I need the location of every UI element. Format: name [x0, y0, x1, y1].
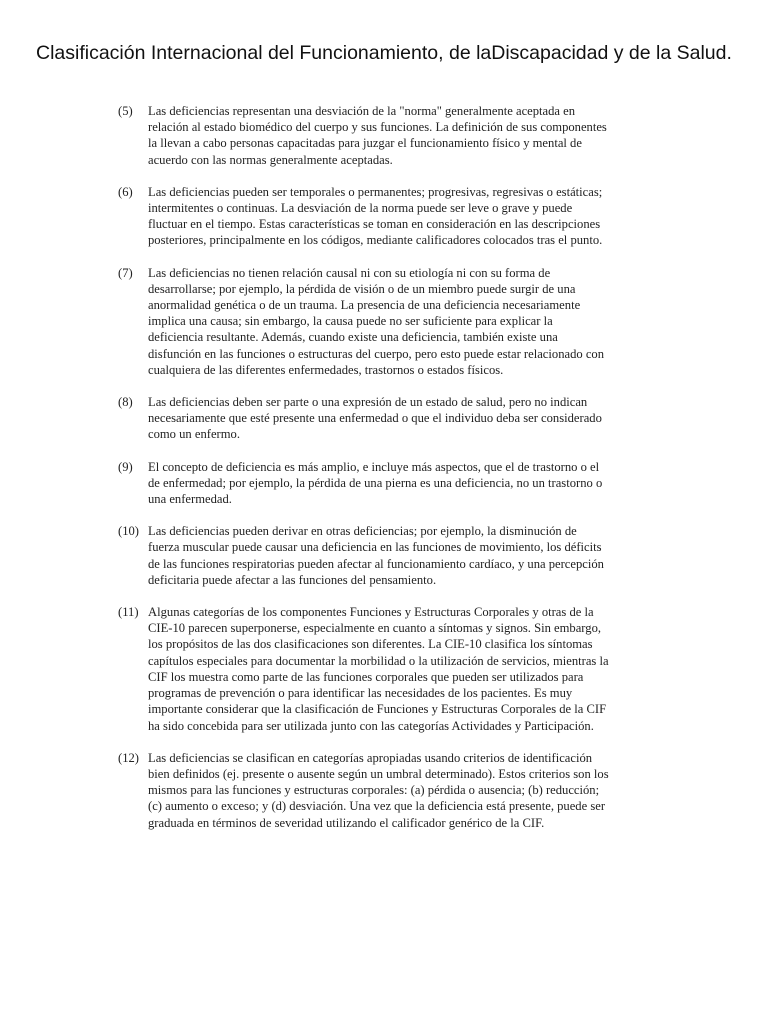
- paragraph-text: Las deficiencias no tienen relación causal ni con su etiología ni con su forma de desarrollarse; por ejemplo, la pérdida de visión o de un miembro puede surgir de una anormalidad genética o de un trauma. La presencia de una deficiencia necesariamente implica una causa; sin embargo, la causa puede no ser suficiente para explicar la deficiencia resultante. Además, cuando existe una deficiencia, también existe una disfunción en las funciones o estructuras del cuerpo, pero esto puede estar relacionado con cualquiera de las diferentes enfermedades, trastornos o estados físicos.: [148, 265, 605, 377]
- paragraph-number: (5): [118, 104, 133, 118]
- scanned-text-block: [118, 103, 610, 847]
- paragraph-text: Las deficiencias se clasifican en categorías apropiadas usando criterios de identificación bien definidos (ej. presente o ausente según un umbral determinado). Estos criterios son los mismos para las funciones y estructuras corporales: (a) pérdida o ausencia; (b) reducción; (c) aumento o exceso; y (d) desviación. Una vez que la deficiencia está presente, puede ser graduada en términos de severidad utilizando el calificador genérico de la CIF.: [148, 750, 609, 830]
- paragraph-number: (12): [118, 750, 139, 765]
- paragraph-10: [118, 523, 610, 588]
- page-title: Clasificación Internacional del Funcionamiento, de laDiscapacidad y de la Salud.: [36, 42, 732, 64]
- paragraph-7: [118, 265, 610, 378]
- paragraph-8: [118, 394, 610, 443]
- paragraph-9: [118, 459, 610, 508]
- paragraph-11: [118, 604, 610, 734]
- paragraph-number: (6): [118, 184, 133, 199]
- paragraph-number: (7): [118, 265, 133, 280]
- paragraph-number: (9): [118, 459, 133, 474]
- paragraph-number: (10): [118, 524, 139, 539]
- paragraph-5: [118, 103, 610, 168]
- paragraph-text: Las deficiencias pueden ser temporales o permanentes; progresivas, regresivas o estáticas; intermitentes o continuas. La desviación de la norma puede ser leve o grave y puede fluctuar en el tiempo. Estas características se toman en consideración en las descripciones posteriores, principalmente en los códigos, mediante calificadores colocados tras el punto.: [148, 184, 603, 248]
- paragraph-text: El concepto de deficiencia es más amplio, e incluye más aspectos, que el de trastorno o el de enfermedad; por ejemplo, la pérdida de una pierna es una deficiencia, no un trastorno o una enfermedad.: [148, 459, 603, 507]
- paragraph-12: [118, 750, 610, 831]
- paragraph-6: [118, 184, 610, 249]
- paragraph-text: Las deficiencias representan una desviación de la "norma" generalmente aceptada en relación al estado biomédico del cuerpo y sus funciones. La definición de sus componentes la llevan a cabo personas capacitadas para juzgar el funcionamiento físico y mental de acuerdo con las normas generalmente aceptadas.: [148, 104, 607, 167]
- paragraph-text: Las deficiencias deben ser parte o una expresión de un estado de salud, pero no indican necesariamente que esté presente una enfermedad o que el individuo deba ser considerado como un enfermo.: [148, 395, 602, 442]
- paragraph-number: (11): [118, 605, 139, 620]
- paragraph-text: Las deficiencias pueden derivar en otras deficiencias; por ejemplo, la disminución de fuerza muscular puede causar una deficiencia en las funciones de movimiento, los déficits de las funciones respiratorias pueden afectar al funcionamiento cardíaco, y una percepción deficitaria puede afectar a las funciones del pensamiento.: [148, 524, 604, 587]
- paragraph-text: Algunas categorías de los componentes Funciones y Estructuras Corporales y otras de la CIE-10 parecen superponerse, especialmente en cuanto a síntomas y signos. Sin embargo, los propósitos de las dos clasificaciones son diferentes. La CIE-10 clasifica los síntomas capítulos especiales para documentar la morbilidad o la utilización de servicios, mientras la CIF los muestra como parte de las funciones corporales que pueden ser utilizados para programas de prevención o para identificar las necesidades de los pacientes. Es muy importante considerar que la clasificación de Funciones y Estructuras Corporales de la CIF ha sido concebida para ser utilizada junto con las categorías Actividades y Participación.: [148, 605, 609, 733]
- paragraph-number: (8): [118, 395, 133, 410]
